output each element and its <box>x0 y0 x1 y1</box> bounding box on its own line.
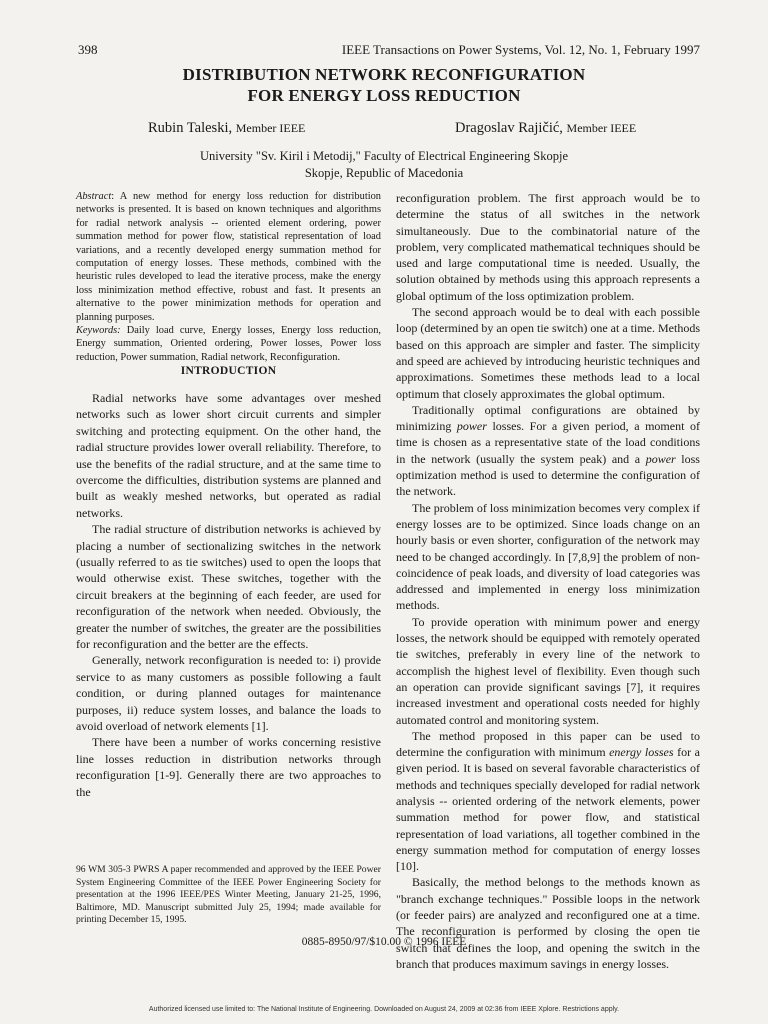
right-paragraph-3-emphasis-2: power <box>645 451 676 466</box>
right-paragraph-3-part-c: loss optimization method is used to determine the configuration of the network. <box>396 451 700 499</box>
right-paragraph-4: The problem of loss minimization becomes very complex if energy losses are to be optimized. Since loads change on an hourly basis or even shorter, configuration of the network may need to be changed accordingly. In [7,8,9] the problem of non-coincidence of peak loads, and diversity of load categories was addressed and implemented in energy loss minimization methods. <box>396 500 700 613</box>
keywords <box>76 324 381 364</box>
license-notice: Authorized licensed use limited to: The National Institute of Engineering. Downloaded on August 24, 2009 at 02:36 from IEEE Xplore. Restrictions apply. <box>148 1006 620 1013</box>
right-paragraph-5: To provide operation with minimum power and energy losses, the network should be equipped with remotely operated tie switches, preferably in every line of the network to accomplish the highest level of flexibility. Even though such an operation can provide significant savings [7], it requires increased investment and operational costs needed for highly automated control and monitoring system. <box>396 614 700 727</box>
affiliation-line-1: University "Sv. Kiril i Metodij," Faculty of Electrical Engineering Skopje <box>199 149 568 163</box>
abstract <box>76 190 381 324</box>
copyright-line: 0885-8950/97/$10.00 © 1996 IEEE <box>301 936 467 948</box>
right-paragraph-3-part-a: Traditionally optimal configurations are obtained by minimizing <box>396 402 700 434</box>
author-1-name: Rubin Taleski, <box>148 120 233 136</box>
page-number: 398 <box>78 42 98 57</box>
affiliation-line-2: Skopje, Republic of Macedonia <box>304 166 464 180</box>
author-2-name: Dragoslav Rajičić, <box>455 120 563 136</box>
keywords-label: Keywords: <box>76 325 121 337</box>
paper-title <box>0 64 768 106</box>
affiliation <box>0 148 768 182</box>
abstract-text: : A new method for energy loss reduction for distribution networks is presented. It is based on known techniques and algorithms for radial network analysis -- oriented element ordering, power summation method for power flow, statistical representation of load variations, and a recently developed energy summation method for computation of energy losses. These methods, combined with the heuristic rules developed to lead the iterative process, make the energy loss minimization method effective, robust and fast. It presents an alternative to the power minimization methods for operation and planning purposes. <box>76 191 381 323</box>
introduction-heading: INTRODUCTION <box>180 365 277 378</box>
right-paragraph-6-emphasis: energy losses <box>609 745 674 760</box>
right-paragraph-3-part-b: losses. For a given period, a moment of time is chosen as a representative state of the load conditions in the network (usually the system peak) and a <box>396 419 700 466</box>
right-paragraph-2: The second approach would be to deal with each possible loop (determined by an open tie switch) one at a time. Methods based on this approach are simpler and faster. The simplicity and speed are achieved by introducing heuristic techniques and approximations. Sometimes these methods lead to a local optimum that closely approximates the global optimum. <box>396 305 700 401</box>
right-paragraph-6 <box>396 728 700 875</box>
title-line-2: FOR ENERGY LOSS REDUCTION <box>247 86 521 105</box>
right-paragraph-7: Basically, the method belongs to the methods known as "branch exchange techniques." Possible loops in the network (or feeder pairs) are analyzed and reconfigured one at a time. The reconfiguration is performed by closing the open tie switch that defines the loop, and opening the switch in the branch that produces maximum savings in energy losses. <box>396 875 700 971</box>
right-column <box>396 190 700 972</box>
keywords-text: Daily load curve, Energy losses, Energy loss reduction, Energy summation, Oriented ordering, Power losses, Power loss reduction, Power summation, Radial network, Reconfiguration. <box>76 325 381 363</box>
intro-paragraph-2: The radial structure of distribution networks is achieved by placing a number of sectionalizing switches in the network (usually referred to as tie switches) used to open the loops that would otherwise exist. These switches, together with the circuit breakers at the beginning of each feeder, are used for reconfiguration of the network when needed. Obviously, the greater the number of switches, the greater are the possibilities for reconfiguration and the better are the effects. <box>76 522 381 651</box>
abstract-label: Abstract <box>76 191 112 202</box>
right-paragraph-6-part-b: for a given period. It is based on several favorable characteristics of methods and techniques specially developed for radial network analysis -- oriented ordering of the network elements, power summation method for power flow, and statistical representation of load variations, all together combined in the energy summation method for computation of energy losses [10]. <box>396 745 700 874</box>
journal-header: IEEE Transactions on Power Systems, Vol. 12, No. 1, February 1997 <box>341 42 700 57</box>
left-column <box>76 190 381 800</box>
author-1-membership: Member IEEE <box>235 121 306 135</box>
right-paragraph-3-emphasis-1: power <box>456 419 487 434</box>
author-1 <box>148 120 305 137</box>
right-paragraph-1: reconfiguration problem. The first approach would be to determine the status of all switches in the network simultaneously. Due to the combinatorial nature of the problem, very complicated mathematical techniques should be used and large computational time is needed. Usually, the solution obtained by methods using this approach represents a global optimum of the loss optimization problem. <box>396 191 700 303</box>
intro-paragraph-1: Radial networks have some advantages over meshed networks such as lower short circuit currents and simpler switching and protecting equipment. On the other hand, the radial structure provides lower overall reliability. Therefore, to use the benefits of the radial structure, and at the same time to overcome the difficulties, distribution systems are planned and built as weakly meshed networks, but operated as radial networks. <box>76 390 381 520</box>
author-2 <box>455 120 636 137</box>
intro-paragraph-3: Generally, network reconfiguration is needed to: i) provide service to as many customers as possible following a fault condition, or during planned outages for maintenance purposes, ii) reduce system losses, and balance the loads to avoid overload of network elements [1]. <box>76 653 381 733</box>
right-paragraph-3 <box>396 402 700 500</box>
right-paragraph-6-part-a: The method proposed in this paper can be used to determine the configuration with minimum <box>396 728 700 760</box>
introduction-body <box>76 390 381 800</box>
intro-paragraph-4: There have been a number of works concerning resistive line losses reduction in distribution networks through reconfiguration [1-9]. Generally there are two approaches to the <box>76 735 381 799</box>
title-line-1: DISTRIBUTION NETWORK RECONFIGURATION <box>182 65 586 84</box>
author-2-membership: Member IEEE <box>566 121 637 135</box>
footnote: 96 WM 305-3 PWRS A paper recommended and approved by the IEEE Power System Engineering Committee of the IEEE Power Engineering Society for presentation at the 1996 IEEE/PES Winter Meeting, January 21-25, 1996, Baltimore, MD. Manuscript submitted July 25, 1994; made available for printing December 15, 1995. <box>76 864 381 926</box>
